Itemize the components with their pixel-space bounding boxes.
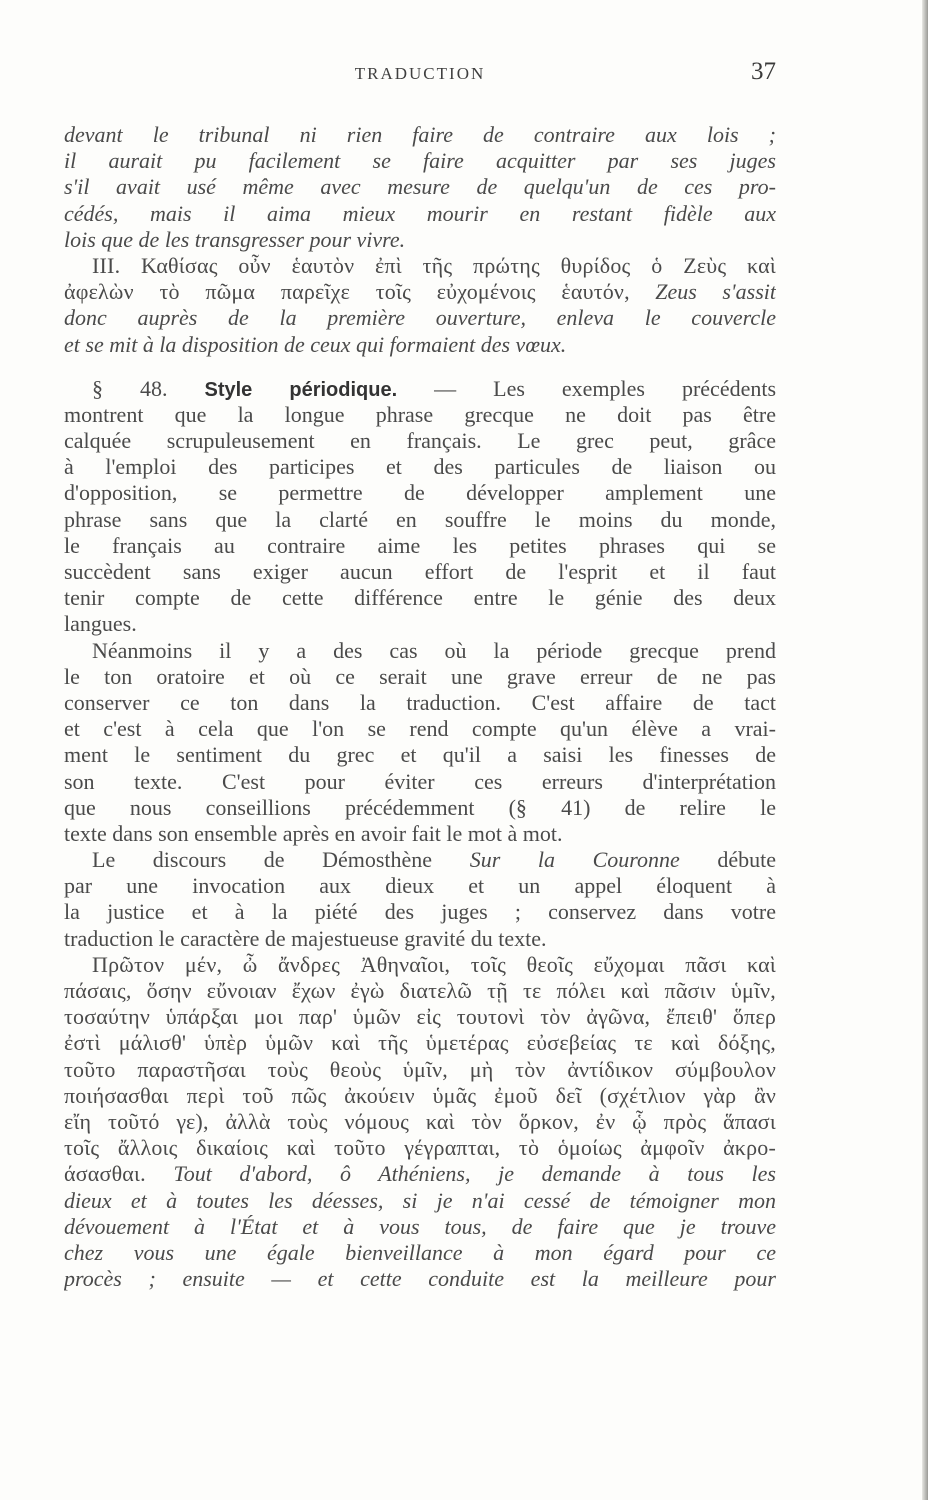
greek-fragment: άσασθαι. (64, 1161, 146, 1187)
text-line: phrase sans que la clarté en souffre le moins du monde, (64, 506, 776, 532)
greek-line: πάσαις, ὅσην εὔνοιαν ἔχων ἐγὼ διατελῶ τῇ τε πόλει καὶ πᾶσιν ὑμῖν, (64, 978, 776, 1003)
section-number: § 48. (92, 375, 168, 401)
text-fragment: débute (717, 847, 776, 873)
text-fragment: Le discours de Démosthène (92, 847, 433, 873)
text-line: et c'est à cela que l'on se rend compte qu'un élève a vrai- (64, 716, 776, 742)
text-line: langues. (64, 611, 137, 637)
greek-line: ποιήσασθαι περὶ τοῦ πῶς ἀκούειν ὑμᾶς ἐμοῦ δεῖ (σχέτλιον γὰρ ἂν (64, 1082, 776, 1108)
text-line: lois que de les transgresser pour vivre. (64, 226, 406, 252)
text-line: succèdent sans exiger aucun effort de l'esprit et il faut (64, 559, 776, 584)
text-line: la justice et à la piété des juges ; conservez dans votre (64, 899, 776, 925)
body-text (64, 122, 776, 1292)
greek-line: Πρῶτον μέν, ὦ ἄνδρες Ἀθηναῖοι, τοῖς θεοῖς εὔχομαι πᾶσι καὶ (92, 951, 776, 977)
greek-line: ἐστὶ μάλισθ' ὑπὲρ ὑμῶν καὶ τῆς ὑμετέρας εὐσεβείας τε καὶ δόξης, (64, 1030, 776, 1056)
text-line: chez vous une égale bienveillance à mon égard pour ce (64, 1239, 776, 1265)
greek-line: εἴη τοῦτό γε), ἀλλὰ τοὺς νόμους καὶ τὸν ὅρκον, ἐν ᾧ πρὸς ἅπασι (64, 1108, 776, 1134)
text-line: par une invocation aux dieux et un appel éloquent à (64, 873, 776, 899)
paragraph-gap (64, 358, 776, 376)
greek-line: τοῖς ἄλλοις δικαίοις καὶ τοῦτο γέγραπται, τὸ ὁμοίως ἀμφοῖν ἀκρο- (64, 1135, 776, 1161)
text-line: procès ; ensuite — et cette conduite est la meilleure pour (64, 1266, 776, 1292)
text-line: ment le sentiment du grec et qu'il a saisi les finesses de (64, 742, 776, 768)
text-line: montrent que la longue phrase grecque ne doit pas être (64, 401, 776, 427)
greek-line: τοῦτο παραστῆσαι τοὺς θεοὺς ὑμῖν, μὴ τὸν ἀντίδικον σύμβουλον (64, 1056, 776, 1082)
text-line: le français au contraire aime les petites phrases qui se (64, 532, 776, 558)
section-title: Style périodique. (204, 378, 398, 401)
text-line: calquée scrupuleusement en français. Le grec peut, grâce (64, 428, 776, 454)
page-header (64, 58, 776, 90)
text-line: dieux et à toutes les déesses, si je n'ai cessé de témoigner mon (64, 1187, 776, 1213)
text-line: donc auprès de la première ouverture, enleva le couvercle (64, 305, 776, 331)
text-line: Néanmoins il y a des cas où la période grecque prend (92, 637, 776, 663)
text-line: que nous conseillions précédemment (§ 41) de relire le (64, 794, 776, 820)
greek-line: τοσαύτην ὑπάρξαι μοι παρ' ὑμῶν εἰς τουτονὶ τὸν ἀγῶνα, ἔπειθ' ὅπερ (64, 1004, 776, 1030)
mixed-line (64, 279, 776, 305)
mixed-line (64, 1161, 776, 1187)
text-line: texte dans son ensemble après en avoir fait le mot à mot. (64, 820, 563, 846)
section-heading-line (64, 376, 776, 402)
greek-fragment: ἀφελὼν τὸ πῶμα παρεῖχε τοῖς εὐχομένοις ἑαυτόν, (64, 279, 630, 305)
page-number: 37 (751, 58, 776, 85)
text-line: son texte. C'est pour éviter ces erreurs d'interprétation (64, 768, 776, 794)
text-line: à l'emploi des participes et des particules de liaison ou (64, 454, 776, 480)
text-line: il aurait pu facilement se faire acquitter par ses juges (64, 148, 776, 174)
greek-line: III. Καθίσας οὖν ἑαυτὸν ἐπὶ τῆς πρώτης θυρίδος ὁ Ζεὺς καὶ (92, 252, 776, 278)
running-title: TRADUCTION (354, 64, 486, 83)
work-title: Sur la Couronne (469, 847, 680, 873)
text-line: devant le tribunal ni rien faire de contraire aux lois ; (64, 122, 776, 147)
text-line: d'opposition, se permettre de développer amplement une (64, 480, 776, 506)
page-edge-shadow (922, 0, 928, 1500)
translation-fragment: Tout d'abord, ô Athéniens, je demande à tous les (173, 1161, 776, 1187)
text-line: conserver ce ton dans la traduction. C'est affaire de tact (64, 689, 776, 715)
text-line: traduction le caractère de majestueuse gravité du texte. (64, 925, 547, 951)
text-line: s'il avait usé même avec mesure de quelqu'un de ces pro- (64, 174, 776, 200)
mixed-line (64, 847, 776, 873)
text-line: dévouement à l'État et à vous tous, de faire que je trouve (64, 1213, 776, 1239)
text-line: tenir compte de cette différence entre le génie des deux (64, 585, 776, 611)
text-line: cédés, mais il aima mieux mourir en restant fidèle aux (64, 200, 776, 226)
text-line: et se mit à la disposition de ceux qui formaient des vœux. (64, 331, 567, 357)
section-text: — Les exemples précédents (434, 375, 776, 401)
translation-fragment: Zeus s'assit (655, 279, 776, 305)
text-line: le ton oratoire et où ce serait une grave erreur de ne pas (64, 663, 776, 689)
